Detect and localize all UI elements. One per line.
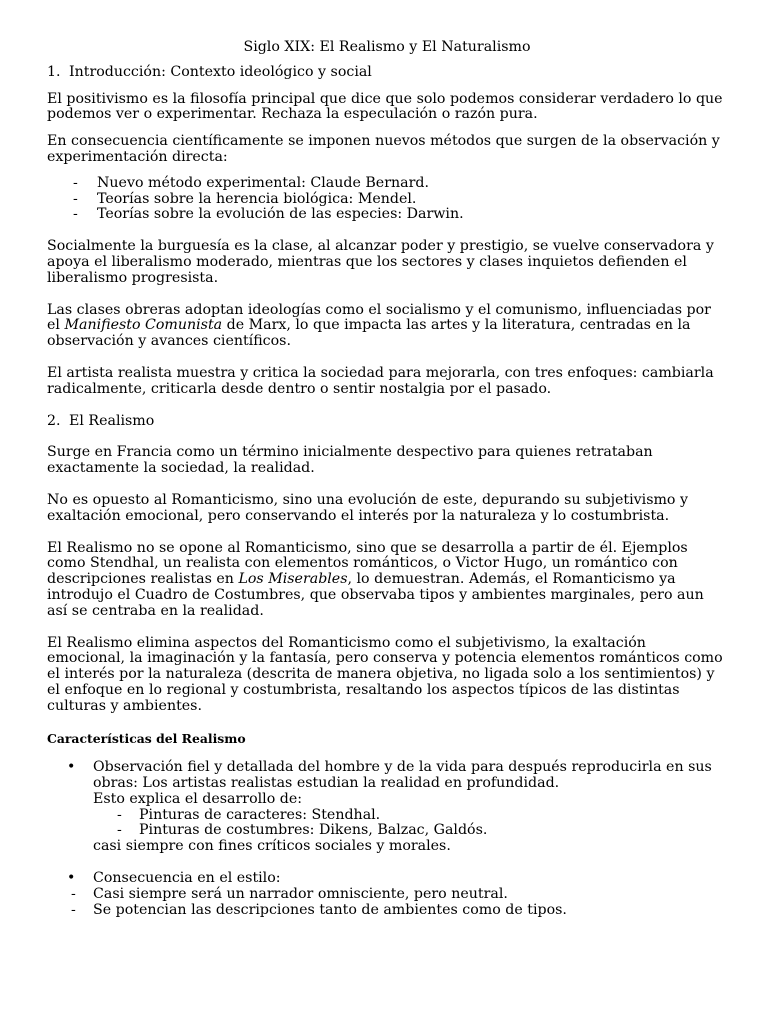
dash-marker: - <box>71 885 76 902</box>
paragraph: El positivismo es la filosofía principal que dice que solo podemos considerar verdadero lo que podemos ver o experimentar. Rechaza la especulación o razón pura. <box>47 90 723 123</box>
document-title: Siglo XIX: El Realismo y El Naturalismo <box>243 39 531 55</box>
paragraph: El Realismo no se opone al Romanticismo, sino que se desarrolla a partir de él. Ejemplos como Stendhal, un realista con elementos románticos, o Victor Hugo, un romántico con descripciones realistas en Los Miserables, lo demuestran. Además, el Romanticismo ya introdujo el Cuadro de Costumbres, que observaba tipos y ambientes marginales, pero aun así se centraba en la realidad. <box>47 539 704 619</box>
method-list <box>47 176 727 223</box>
paragraph: No es opuesto al Romanticismo, sino una evolución de este, depurando su subjetivismo y exaltación emocional, pero conservando el interés por la naturaleza y lo costumbrista. <box>47 491 688 524</box>
list-item: - Casi siempre será un narrador omnisciente, pero neutral. <box>71 885 508 902</box>
paragraph: El Realismo elimina aspectos del Romanticismo como el subjetivismo, la exaltación emocional, la imaginación y la fantasía, pero conserva y potencia elementos románticos como el interés por la naturaleza (descrita de manera objetiva, no ligada solo a los sentimientos) y el enfoque en lo regional y costumbrista, resaltando los aspectos típicos de las distintas culturas y ambientes. <box>47 634 723 714</box>
bullet-marker: • <box>67 759 76 776</box>
dash-marker: - <box>73 174 78 191</box>
list-item: - Teorías sobre la evolución de las especies: Darwin. <box>73 206 464 223</box>
list-item: - Teorías sobre la herencia biológica: Mendel. <box>73 190 417 207</box>
paragraph: Las clases obreras adoptan ideologías como el socialismo y el comunismo, influenciadas por el Manifiesto Comunista de Marx, lo que impacta las artes y la literatura, centradas en la observación y avances científicos. <box>47 301 711 350</box>
dash-marker: - <box>71 901 76 918</box>
sub-list <box>93 808 727 840</box>
book-title: Manifiesto Comunista <box>64 317 223 334</box>
dash-marker: - <box>117 822 122 839</box>
document-page <box>47 40 727 934</box>
paragraph: En consecuencia científicamente se imponen nuevos métodos que surgen de la observación y experimentación directa: <box>47 133 720 165</box>
section-number: 1. <box>47 63 61 80</box>
paragraph: Surge en Francia como un término inicialmente despectivo para quienes retrataban exactamente la sociedad, la realidad. <box>47 444 653 477</box>
dash-marker: - <box>73 206 78 223</box>
section-1-heading <box>47 65 727 81</box>
paragraph: El artista realista muestra y critica la sociedad para mejorarla, con tres enfoques: cambiarla radicalmente, criticarla desde dentro o sentir nostalgia por el pasado. <box>47 364 714 397</box>
dash-marker: - <box>73 190 78 207</box>
bullet-item: • Observación fiel y detallada del hombre y de la vida para después reproducirla en sus obras: Los artistas realistas estudian la realidad en profundidad. Esto explica el desarrollo de: - Pinturas de caracteres: Stendhal. - Pinturas de costumbres: Dikens, Balzac, Galdós. casi siempre con fines críticos sociales y morales. <box>47 760 727 855</box>
bullet-item: • Consecuencia en el estilo: - Casi siempre será un narrador omnisciente, pero neutral. - Se potencian las descripciones tanto de ambientes como de tipos. <box>47 871 727 918</box>
dash-marker: - <box>117 806 122 823</box>
section-2-heading <box>47 414 727 430</box>
sub-list <box>71 885 727 919</box>
section-title: El Realismo <box>69 412 155 429</box>
bullet-marker: • <box>67 870 76 887</box>
section-title: Introducción: Contexto ideológico y social <box>69 63 372 80</box>
book-title: Los Miserables <box>238 571 348 588</box>
list-item: - Se potencian las descripciones tanto de ambientes como de tipos. <box>71 901 567 918</box>
list-item: - Pinturas de caracteres: Stendhal. <box>117 806 381 823</box>
paragraph: Socialmente la burguesía es la clase, al alcanzar poder y prestigio, se vuelve conservadora y apoya el liberalismo moderado, mientras que los sectores y clases inquietos defienden el liberalismo progresista. <box>47 238 714 286</box>
list-item: - Nuevo método experimental: Claude Bernard. <box>73 174 429 191</box>
section-number: 2. <box>47 412 61 429</box>
subsection-heading: Características del Realismo <box>47 730 246 746</box>
list-item: - Pinturas de costumbres: Dikens, Balzac, Galdós. <box>117 822 488 839</box>
